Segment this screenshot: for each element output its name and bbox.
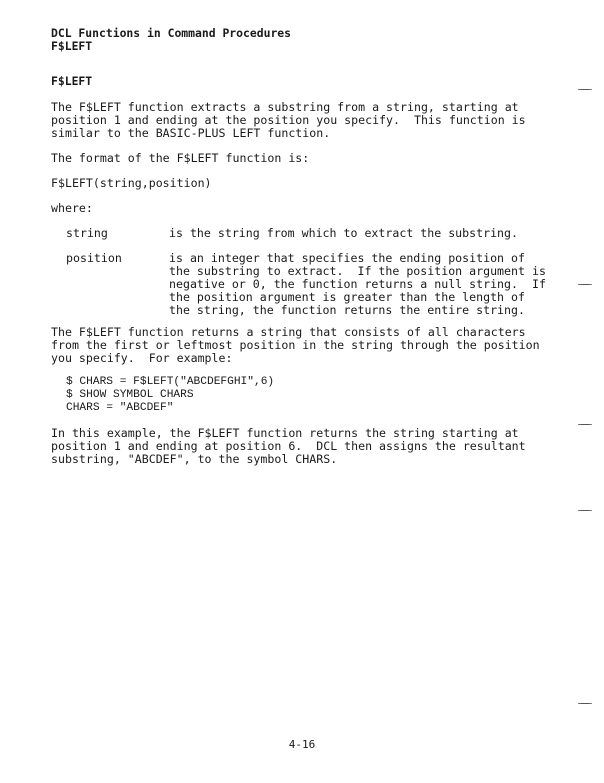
arg-desc-position-line-5: the string, the function returns the entire string. bbox=[169, 303, 525, 317]
returns-line-2: from the first or leftmost position in the string through the position bbox=[51, 338, 540, 352]
intro-line-1: The F$LEFT function extracts a substring from a string, starting at bbox=[51, 100, 519, 114]
intro-line-3: similar to the BASIC-PLUS LEFT function. bbox=[51, 126, 331, 140]
arg-desc-position-line-4: the position argument is greater than the length of bbox=[169, 290, 525, 304]
arg-desc-position-line-2: the substring to extract. If the position argument is bbox=[169, 264, 546, 278]
arg-term-string: string bbox=[66, 226, 108, 240]
arg-term-position: position bbox=[66, 251, 122, 265]
margin-mark bbox=[578, 424, 592, 425]
returns-line-3: you specify. For example: bbox=[51, 351, 233, 365]
example-line-2: $ SHOW SYMBOL CHARS bbox=[66, 389, 194, 401]
where-label: where: bbox=[51, 201, 93, 215]
format-syntax: F$LEFT(string,position) bbox=[51, 176, 212, 190]
arg-desc-position-line-1: is an integer that specifies the ending position of bbox=[169, 251, 525, 265]
arg-desc-position-line-3: negative or 0, the function returns a null string. If bbox=[169, 277, 546, 291]
format-label: The format of the F$LEFT function is: bbox=[51, 151, 310, 165]
example-line-3: CHARS = "ABCDEF" bbox=[66, 402, 174, 414]
margin-mark bbox=[578, 89, 592, 90]
running-header-subtitle: F$LEFT bbox=[51, 39, 93, 53]
running-header-title: DCL Functions in Command Procedures bbox=[51, 26, 292, 40]
explanation-line-1: In this example, the F$LEFT function returns the string starting at bbox=[51, 426, 519, 440]
section-title: F$LEFT bbox=[51, 74, 93, 88]
returns-line-1: The F$LEFT function returns a string that consists of all characters bbox=[51, 325, 526, 339]
margin-mark bbox=[578, 510, 592, 511]
explanation-line-2: position 1 and ending at position 6. DCL then assigns the resultant bbox=[51, 439, 526, 453]
explanation-line-3: substring, "ABCDEF", to the symbol CHARS. bbox=[51, 452, 338, 466]
arg-desc-string-line-1: is the string from which to extract the substring. bbox=[169, 226, 519, 240]
page-number: 4-16 bbox=[288, 738, 316, 751]
intro-line-2: position 1 and ending at the position you specify. This function is bbox=[51, 113, 526, 127]
example-line-1: $ CHARS = F$LEFT("ABCDEFGHI",6) bbox=[66, 376, 275, 388]
margin-mark bbox=[578, 703, 592, 704]
margin-mark bbox=[578, 284, 592, 285]
